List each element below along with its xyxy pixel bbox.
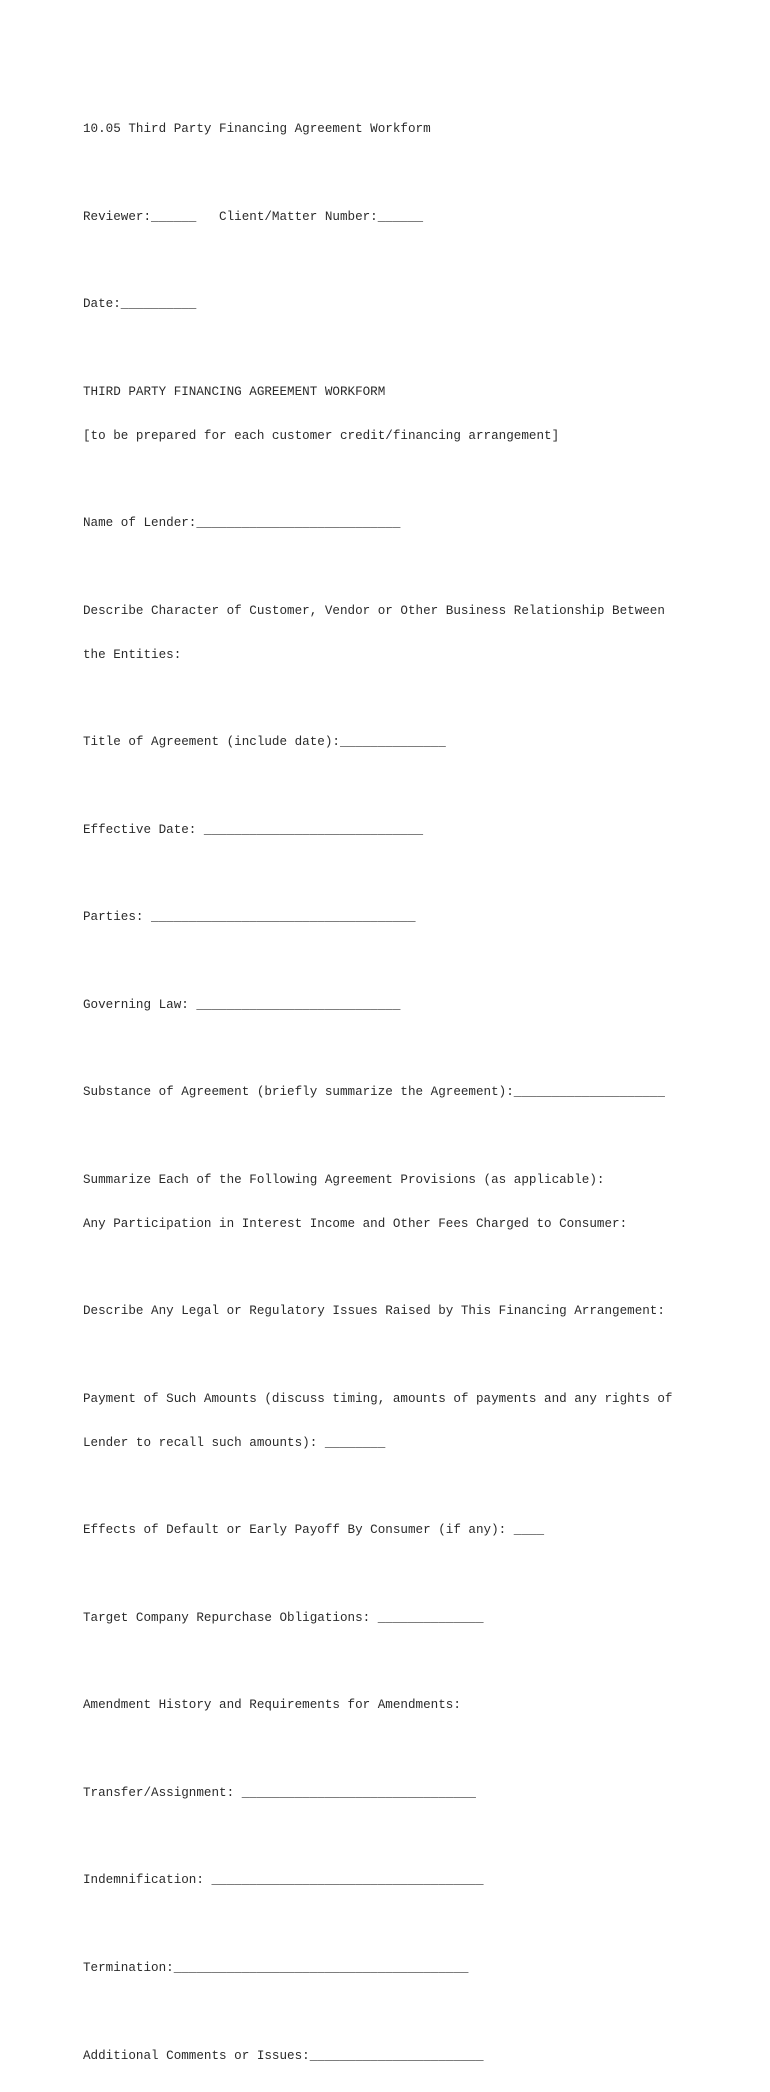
legal-issues-prompt: Describe Any Legal or Regulatory Issues Raised by This Financing Arrangement: <box>83 1304 665 1319</box>
relationship-prompt-line-2: the Entities: <box>83 647 182 662</box>
substance-field: Substance of Agreement (briefly summarize the Agreement):____________________ <box>83 1085 665 1100</box>
form-heading: THIRD PARTY FINANCING AGREEMENT WORKFORM <box>83 384 386 399</box>
amendment-prompt: Amendment History and Requirements for Amendments: <box>83 1698 461 1713</box>
date-field: Date:__________ <box>83 297 197 312</box>
document-title: 10.05 Third Party Financing Agreement Workform <box>83 122 431 137</box>
comments-field: Additional Comments or Issues:_______________________ <box>83 2048 484 2063</box>
effective-date-field: Effective Date: _____________________________ <box>83 822 424 837</box>
relationship-prompt-line-1: Describe Character of Customer, Vendor or Other Business Relationship Between <box>83 603 665 618</box>
form-subheading: [to be prepared for each customer credit/financing arrangement] <box>83 428 560 443</box>
lender-field: Name of Lender:___________________________ <box>83 516 401 531</box>
provisions-prompt-line-2: Any Participation in Interest Income and Other Fees Charged to Consumer: <box>83 1216 628 1231</box>
payment-prompt-line-1: Payment of Such Amounts (discuss timing, amounts of payments and any rights of <box>83 1391 673 1406</box>
workform-body <box>83 93 723 2092</box>
repurchase-field: Target Company Repurchase Obligations: ______________ <box>83 1610 484 1625</box>
agreement-title-field: Title of Agreement (include date):______________ <box>83 735 446 750</box>
transfer-field: Transfer/Assignment: _______________________________ <box>83 1785 476 1800</box>
payment-prompt-line-2: Lender to recall such amounts): ________ <box>83 1435 386 1450</box>
default-field: Effects of Default or Early Payoff By Consumer (if any): ____ <box>83 1523 545 1538</box>
reviewer-field: Reviewer:______ Client/Matter Number:______ <box>83 209 424 224</box>
provisions-prompt-line-1: Summarize Each of the Following Agreement Provisions (as applicable): <box>83 1172 605 1187</box>
parties-field: Parties: ___________________________________ <box>83 910 416 925</box>
governing-law-field: Governing Law: ___________________________ <box>83 997 401 1012</box>
indemnification-field: Indemnification: ____________________________________ <box>83 1873 484 1888</box>
termination-field: Termination:_______________________________________ <box>83 1961 469 1975</box>
